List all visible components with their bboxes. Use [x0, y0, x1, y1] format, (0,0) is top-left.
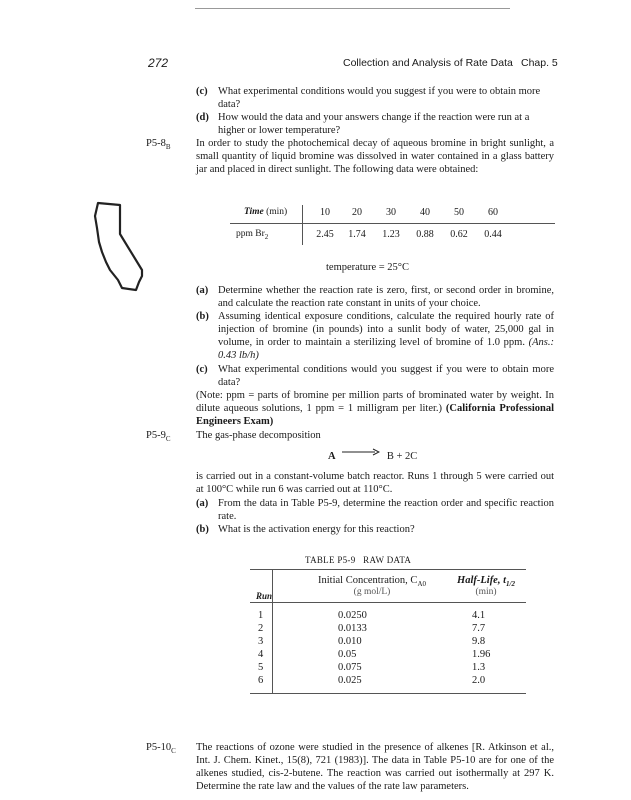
table-cell: 60 [488, 207, 498, 218]
table-rule [250, 569, 526, 570]
table-cell: 0.025 [338, 675, 362, 686]
table-divider [302, 205, 303, 245]
table-cell: 1.74 [348, 229, 366, 240]
table-caption: TABLE P5-9 RAW DATA [305, 555, 412, 565]
item-label: (d) [196, 112, 209, 123]
item-text: From the data in Table P5-9, determine the reaction order and specific reaction rate. [218, 498, 554, 522]
problem-intro: In order to study the photochemical decay of aqueous bromine in bright sunlight, a small quantity of liquid bromine was dissolved in water contained in a glass battery jar and placed in direct sunlight. The following data were obtained: [196, 138, 554, 175]
table-cell: 0.075 [338, 662, 362, 673]
table-cell: 0.0250 [338, 610, 367, 621]
table-cell: 0.44 [484, 229, 502, 240]
item-text: What experimental conditions would you suggest if you were to obtain more data? [218, 86, 541, 110]
temperature-line: temperature = 25°C [326, 262, 410, 273]
table-cell: 10 [320, 207, 330, 218]
table-cell: 0.88 [416, 229, 434, 240]
table-cell: 2.45 [316, 229, 334, 240]
chapter-label: Chap. 5 [521, 57, 558, 69]
problem-intro: The gas-phase decomposition [196, 430, 321, 441]
item-label: (c) [196, 364, 208, 375]
problem-label: $P5-9_C$ [146, 430, 171, 444]
item-label: (b) [196, 311, 209, 322]
note-text: (Note: ppm = parts of bromine per million parts of brominated water by weight. In dilute aqueous solutions, 1 ppm = 1 milligram per liter.) (California Professional Engineers Exam) [196, 390, 555, 427]
table-cell: 7.7 [472, 623, 486, 634]
table-rule [230, 223, 555, 224]
problem-label: $P5-8_B$ [146, 138, 171, 152]
table-cell: 0.010 [338, 636, 362, 647]
table-cell: 0.62 [450, 229, 468, 240]
table-cell: 4 [258, 649, 264, 660]
table-header-concentration-unit: (g mol/L) [353, 587, 391, 597]
top-rule [195, 8, 510, 9]
table-cell: 2.0 [472, 675, 486, 686]
problem-text: The reactions of ozone were studied in the presence of alkenes [R. Atkinson et al., Int. J. Chem. Kinet., 15(8), 721 (1983)]. The data in Table P5-10 are for one of the alkenes studied, cis-2-butene. The reaction was carried out isothermally at 297 K. Determine the rate law and the values of the rate law parameters. [196, 742, 554, 792]
problem-label: $P5-10_C$ [146, 742, 176, 756]
table-cell: 3 [258, 636, 264, 647]
table-cell: 1.96 [472, 649, 491, 660]
california-outline-icon [90, 200, 150, 295]
table-cell: 5 [258, 662, 264, 673]
table-header-run: Run [256, 591, 273, 601]
table-cell: 9.8 [472, 636, 486, 647]
table-header-half-life: Half-Life, $t_{1/2}$ [457, 575, 515, 589]
table-header-concentration: Initial Concentration, $C_{A0}$ [318, 575, 426, 589]
table-cell: 1 [258, 610, 264, 621]
table-cell: 40 [420, 207, 430, 218]
item-label: (a) [196, 498, 209, 509]
table-cell: 1.23 [382, 229, 400, 240]
table-cell: 0.05 [338, 649, 357, 660]
item-text: How would the data and your answers change if the reaction were run at a higher or lower temperature? [218, 112, 530, 136]
item-label: (c) [196, 86, 208, 97]
running-title: Collection and Analysis of Rate Data [343, 57, 513, 69]
table-cell: 20 [352, 207, 362, 218]
reaction-equation: A B + 2C [328, 450, 417, 463]
item-text: Determine whether the reaction rate is zero, first, or second order in bromine, and calculate the reaction rate constant in units of your choice. [218, 285, 554, 309]
table-cell: 4.1 [472, 610, 486, 621]
item-label: (b) [196, 524, 209, 535]
table-divider [272, 569, 273, 693]
table-cell: 30 [386, 207, 396, 218]
table-cell: 0.0133 [338, 623, 367, 634]
reaction-arrow-icon [342, 447, 380, 460]
table-header-half-life-unit: (min) [475, 587, 497, 597]
item-text: Assuming identical exposure conditions, calculate the required hourly rate of injection of bromine (in pounds) into a sunlit body of water, 25,000 gal in volume, in order to maintain a sterilizing level of bromine of 1.0 ppm. (Ans.: 0.43 lb/h) [218, 311, 554, 361]
table-cell: 6 [258, 675, 264, 686]
table-header-time: Time (min) [244, 207, 288, 217]
table-header-ppm: ppm $Br_2$ [236, 229, 269, 241]
table-rule [250, 602, 526, 603]
problem-body: is carried out in a constant-volume batch reactor. Runs 1 through 5 were carried out at 100°C while run 6 was carried out at 110°C. [196, 471, 554, 495]
page-number: 272 [148, 56, 169, 70]
item-text: What is the activation energy for this reaction? [218, 524, 415, 535]
raw-data-table [250, 569, 526, 729]
table-cell: 1.3 [472, 662, 486, 673]
item-text: What experimental conditions would you suggest if you were to obtain more data? [218, 364, 554, 388]
table-rule [250, 693, 526, 694]
item-label: (a) [196, 285, 209, 296]
table-cell: 50 [454, 207, 464, 218]
table-cell: 2 [258, 623, 264, 634]
bromine-table [230, 203, 555, 248]
